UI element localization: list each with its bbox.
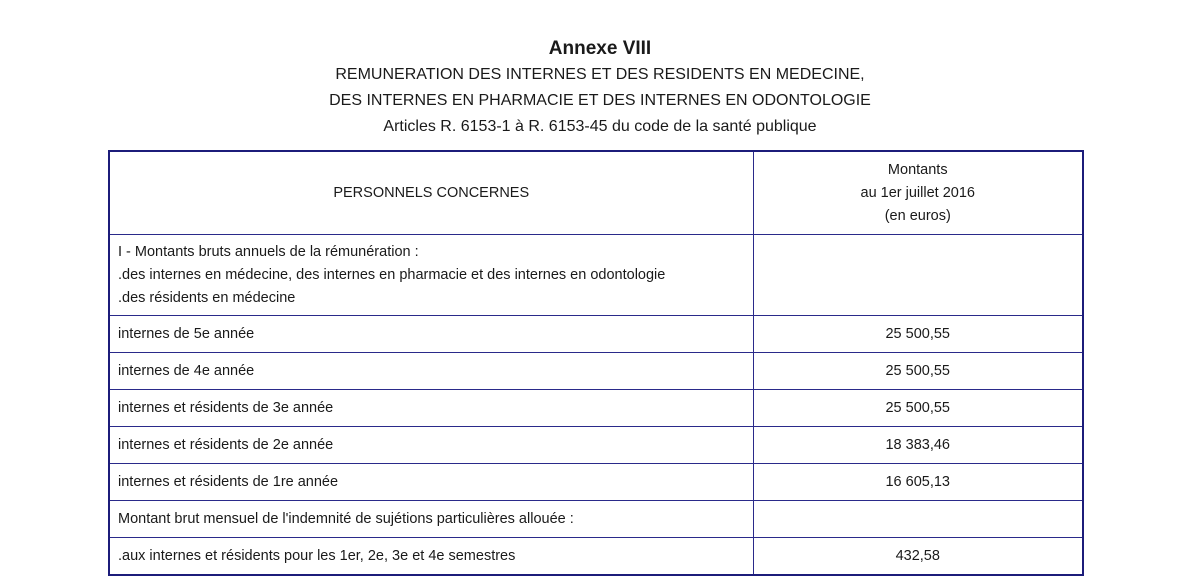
section-intro-row bbox=[109, 235, 1083, 316]
row-label: internes et résidents de 1re année bbox=[109, 464, 753, 501]
row-label: internes de 4e année bbox=[109, 353, 753, 390]
empty-amount-cell bbox=[753, 235, 1083, 316]
remuneration-table bbox=[108, 150, 1084, 576]
row-label: internes et résidents de 2e année bbox=[109, 427, 753, 464]
row-amount: 25 500,55 bbox=[753, 390, 1083, 427]
row-amount: 18 383,46 bbox=[753, 427, 1083, 464]
row-label: internes et résidents de 3e année bbox=[109, 390, 753, 427]
subtitle-line-1: REMUNERATION DES INTERNES ET DES RESIDENTS EN MEDECINE, bbox=[335, 66, 865, 83]
table-header-row bbox=[109, 151, 1083, 235]
document-header bbox=[0, 36, 1200, 140]
row-amount: 25 500,55 bbox=[753, 353, 1083, 390]
amount-header-line: au 1er juillet 2016 bbox=[860, 184, 975, 201]
column-header-personnel: PERSONNELS CONCERNES bbox=[109, 151, 753, 235]
section-intro-text bbox=[109, 235, 753, 316]
row-label: internes de 5e année bbox=[109, 316, 753, 353]
table-row bbox=[109, 538, 1083, 576]
table-row bbox=[109, 464, 1083, 501]
table-row bbox=[109, 501, 1083, 538]
intro-line: .des résidents en médecine bbox=[118, 289, 296, 306]
annex-title: Annexe VIII bbox=[548, 38, 652, 59]
table-row bbox=[109, 427, 1083, 464]
row-amount bbox=[753, 501, 1083, 538]
table-row bbox=[109, 390, 1083, 427]
table-row bbox=[109, 316, 1083, 353]
amount-header-line: (en euros) bbox=[884, 207, 951, 224]
row-amount: 16 605,13 bbox=[753, 464, 1083, 501]
remuneration-table-container bbox=[108, 150, 1082, 576]
table-row bbox=[109, 353, 1083, 390]
row-amount: 25 500,55 bbox=[753, 316, 1083, 353]
amount-header-line: Montants bbox=[887, 161, 948, 178]
row-label: .aux internes et résidents pour les 1er, 2e, 3e et 4e semestres bbox=[109, 538, 753, 576]
row-amount: 432,58 bbox=[753, 538, 1083, 576]
intro-line: .des internes en médecine, des internes en pharmacie et des internes en odontologie bbox=[118, 266, 666, 283]
row-label: Montant brut mensuel de l'indemnité de sujétions particulières allouée : bbox=[109, 501, 753, 538]
column-header-amounts bbox=[753, 151, 1083, 235]
subtitle-articles: Articles R. 6153-1 à R. 6153-45 du code de la santé publique bbox=[383, 118, 817, 135]
subtitle-line-2: DES INTERNES EN PHARMACIE ET DES INTERNES EN ODONTOLOGIE bbox=[329, 92, 871, 109]
intro-line: I - Montants bruts annuels de la rémunération : bbox=[118, 243, 419, 260]
